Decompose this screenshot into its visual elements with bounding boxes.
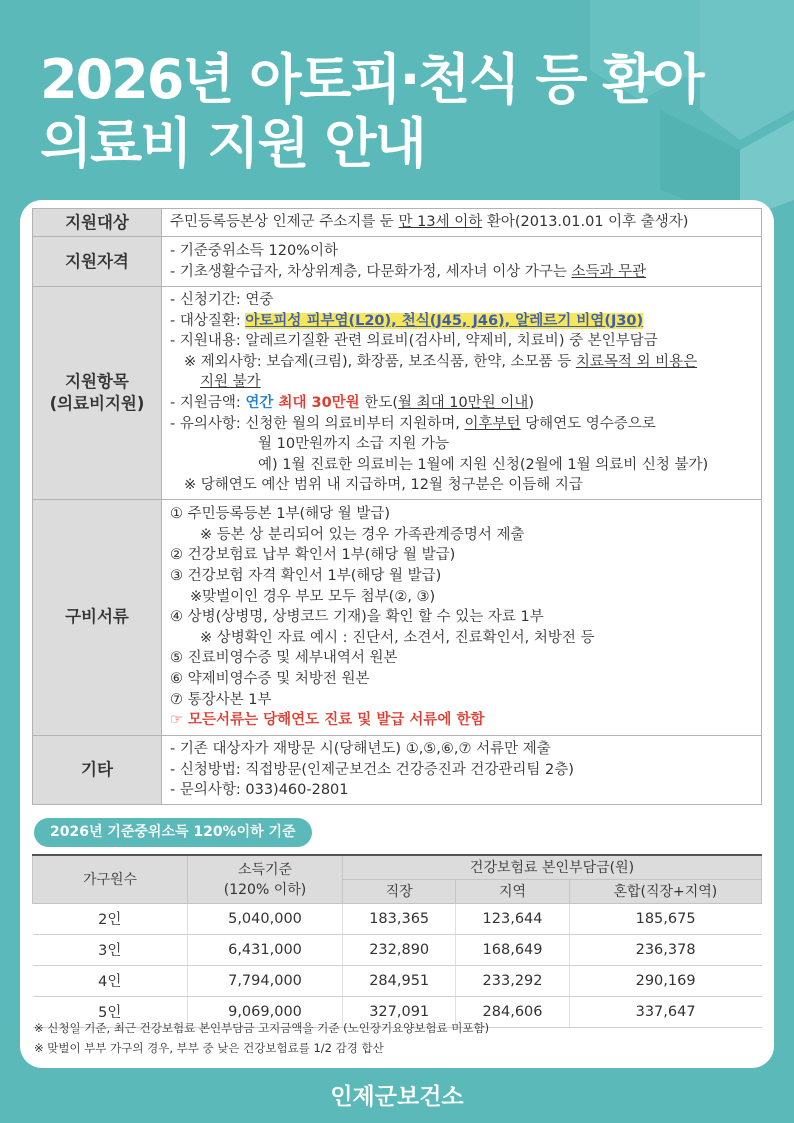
document-item: ② 건강보험료 납부 확인서 1부(해당 월 발급) <box>170 547 456 564</box>
content-card <box>20 200 774 1068</box>
row-other <box>33 735 762 804</box>
items-exclude <box>170 352 753 373</box>
items-amount-mid: 한도( <box>359 394 398 411</box>
cell-workplace: 232,890 <box>343 934 456 965</box>
income-section-title: 2026년 기준중위소득 120%이하 기준 <box>34 818 312 847</box>
items-note-underline: 이후부턴 <box>464 415 521 432</box>
document-item: ⑦ 통장사본 1부 <box>170 691 272 708</box>
items-note-line-2: 월 10만원까지 소급 지원 가능 <box>258 436 449 453</box>
items-amount-monthly: 월 최대 10만원 이내 <box>397 394 529 411</box>
header-household: 가구원수 <box>33 855 188 903</box>
row-items <box>33 287 762 500</box>
table-row <box>33 934 762 965</box>
row-documents <box>33 499 762 735</box>
target-text <box>162 209 762 237</box>
cell-mixed: 185,675 <box>569 903 761 934</box>
label-qualification: 지원자격 <box>33 237 162 287</box>
items-amount-max: 최대 30만원 <box>273 394 360 411</box>
label-documents: 구비서류 <box>33 499 162 735</box>
label-other: 기타 <box>33 735 162 804</box>
organization-name: 인제군보건소 <box>330 1084 464 1110</box>
items-disease-highlight: 아토피성 피부염(L20), 천식(J45, J46), 알레르기 비염(J30) <box>245 312 644 329</box>
items-exclude-underline-1: 치료목적 외 비용은 <box>575 353 698 370</box>
header-mixed: 혼합(직장+지역) <box>569 879 761 903</box>
title-line-1: 2026년 아토피·천식 등 환아 <box>40 48 703 111</box>
cell-income: 7,794,000 <box>188 965 343 996</box>
document-item: ④ 상병(상병명, 상병코드 기재)을 확인 할 수 있는 자료 1부 <box>170 609 544 626</box>
items-note-line-3: 예) 1월 진료한 의료비는 1월에 지원 신청(2월에 1월 의료비 신청 불가) <box>258 456 709 473</box>
cell-household: 3인 <box>33 934 188 965</box>
qualification-income-exempt: 소득과 무관 <box>571 263 647 280</box>
cell-income: 9,069,000 <box>188 996 343 1027</box>
document-item: ※ 상병확인 자료 예시 : 진단서, 소견서, 진료확인서, 처방전 등 <box>200 629 595 646</box>
items-amount-end: ) <box>528 394 534 411</box>
label-items-line-1: 지원항목 <box>65 371 129 391</box>
header-workplace: 직장 <box>343 879 456 903</box>
label-target: 지원대상 <box>33 209 162 237</box>
other-line-2: - 신청방법: 직접방문(인제군보건소 건강증진과 건강관리팀 2층) <box>170 761 574 778</box>
items-note-pre: - 유의사항: 신청한 월의 의료비부터 지원하며, <box>170 415 465 432</box>
document-item: ③ 건강보험 자격 확인서 1부(해당 월 발급) <box>170 567 442 584</box>
documents-body <box>162 499 762 735</box>
cell-income: 5,040,000 <box>188 903 343 934</box>
row-qualification <box>33 237 762 287</box>
qualification-line-1: - 기준중위소득 120%이하 <box>170 242 338 259</box>
footnote: ※ 맞벌이 부부 가구의 경우, 부부 중 낮은 건강보험료를 1/2 감경 합산 <box>34 1041 384 1055</box>
cell-mixed: 290,169 <box>569 965 761 996</box>
income-header-row-1 <box>33 855 762 879</box>
target-text-pre: 주민등록등본상 인제군 주소지를 둔 <box>170 214 399 231</box>
items-content: - 지원내용: 알레르기질환 관련 의료비(검사비, 약제비, 치료비) 중 본인부담금 <box>170 333 658 350</box>
target-text-post: 환아(2013.01.01 이후 출생자) <box>482 214 689 231</box>
documents-warning-text: 모든서류는 당해연도 진료 및 발급 서류에 한함 <box>183 712 485 729</box>
footnote: ※ 신청일 기준, 최근 건강보험료 본인부담금 고지금액을 기준 (노인장기요양보험료 미포함) <box>34 1021 490 1035</box>
qualification-body <box>162 237 762 287</box>
title-line-2: 의료비 지원 안내 <box>40 112 425 175</box>
document-item: ※맞벌이인 경우 부모 모두 첨부(②, ③) <box>190 588 436 605</box>
cell-regional: 233,292 <box>456 965 569 996</box>
items-period: - 신청기간: 연중 <box>170 292 274 308</box>
cell-regional: 123,644 <box>456 903 569 934</box>
cell-mixed: 337,647 <box>569 996 761 1027</box>
header-premium: 건강보험료 본인부담금(원) <box>343 855 762 879</box>
header-income-line-2: (120% 이하) <box>223 882 307 899</box>
items-note <box>170 414 753 435</box>
row-target <box>33 209 762 237</box>
pointing-hand-icon: ☞ <box>170 712 183 729</box>
cell-income: 6,431,000 <box>188 934 343 965</box>
label-items-line-2: (의료비지원) <box>49 393 145 413</box>
cell-household: 2인 <box>33 903 188 934</box>
items-amount-annual: 연간 <box>245 394 274 411</box>
other-line-3: - 문의사항: 033)460-2801 <box>170 782 349 799</box>
footnotes <box>34 1018 489 1058</box>
items-disease <box>170 311 753 332</box>
cell-workplace: 327,091 <box>343 996 456 1027</box>
cell-regional: 168,649 <box>456 934 569 965</box>
info-table <box>32 208 762 805</box>
items-budget: ※ 당해연도 예산 범위 내 지급하며, 12월 청구분은 이듬해 지급 <box>184 477 583 494</box>
items-body <box>162 287 762 500</box>
items-note-post: 당해연도 영수증으로 <box>520 415 656 432</box>
target-age: 만 13세 이하 <box>398 214 483 231</box>
items-exclude-cont <box>170 372 753 393</box>
qualification-line-2 <box>170 262 753 283</box>
document-item: ⑤ 진료비영수증 및 세부내역서 원본 <box>170 650 398 667</box>
other-body <box>162 735 762 804</box>
table-row <box>33 903 762 934</box>
other-line-1: - 기존 대상자가 재방문 시(당해년도) ①,⑤,⑥,⑦ 서류만 제출 <box>170 740 551 757</box>
document-item: ※ 등본 상 분리되어 있는 경우 가족관계증명서 제출 <box>200 526 525 543</box>
page-title <box>40 48 703 176</box>
document-item: ① 주민등록등본 1부(해당 월 발급) <box>170 506 391 523</box>
qualification-line-2-pre: - 기초생활수급자, 차상위계층, 다문화가정, 세자녀 이상 가구는 <box>170 263 572 280</box>
header-regional: 지역 <box>456 879 569 903</box>
items-exclude-pre: ※ 제외사항: 보습제(크림), 화장품, 보조식품, 한약, 소모품 등 <box>184 353 576 370</box>
table-row <box>33 965 762 996</box>
cell-workplace: 183,365 <box>343 903 456 934</box>
label-items <box>33 287 162 500</box>
income-table <box>32 854 762 1028</box>
items-amount <box>170 393 753 414</box>
items-disease-pre: - 대상질환: <box>170 312 246 329</box>
cell-regional: 284,606 <box>456 996 569 1027</box>
cell-mixed: 236,378 <box>569 934 761 965</box>
items-amount-pre: - 지원금액: <box>170 394 246 411</box>
document-item: ⑥ 약제비영수증 및 처방전 원본 <box>170 670 370 687</box>
cell-household: 4인 <box>33 965 188 996</box>
header-income <box>188 855 343 903</box>
items-exclude-underline-2: 지원 불가 <box>200 374 261 391</box>
cell-household: 5인 <box>33 996 188 1027</box>
cell-workplace: 284,951 <box>343 965 456 996</box>
header-income-line-1: 소득기준 <box>237 862 293 879</box>
documents-warning <box>170 710 753 731</box>
